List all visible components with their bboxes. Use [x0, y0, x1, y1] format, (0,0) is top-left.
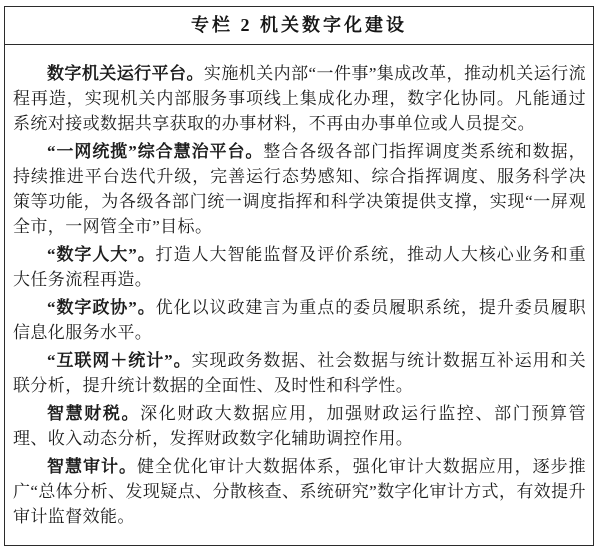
paragraph-lead: “数字人大”。: [47, 245, 156, 264]
paragraph: [13, 401, 586, 451]
paragraph: [13, 242, 586, 292]
paragraph-lead: 智慧财税。: [47, 404, 141, 423]
paragraph: [13, 61, 586, 136]
paragraph-text: 打造人大智能监督及评价系统，推动人大核心业务和重大任务流程再造。: [13, 245, 586, 289]
paragraph: [13, 348, 586, 398]
paragraph-lead: “数字政协”。: [47, 298, 156, 317]
paragraph: [13, 454, 586, 529]
paragraph-lead: 智慧审计。: [47, 457, 137, 476]
box-body: [5, 45, 593, 529]
paragraph-text: 实施机关内部“一件事”集成改革，推动机关运行流程再造，实现机关内部服务事项线上集成化办理，数字化协同。凡能通过系统对接或数据共享获取的办事材料，不再由办事单位或人员提交。: [13, 64, 586, 133]
feature-box: [4, 6, 594, 546]
paragraph-text: 整合各级各部门指挥调度类系统和数据，持续推进平台迭代升级，完善运行态势感知、综合指挥调度、服务科学决策等功能，为各级各部门统一调度指挥和科学决策提供支撑，实现“一屏观全市，一网管全市”目标。: [13, 142, 586, 236]
paragraph-lead: 数字机关运行平台。: [47, 64, 204, 83]
paragraph: [13, 295, 586, 345]
box-title: 专栏 2 机关数字化建设: [5, 7, 593, 45]
paragraph: [13, 139, 586, 239]
paragraph-lead: “一网统揽”综合慧治平台。: [47, 142, 264, 161]
paragraph-text: 深化财政大数据应用，加强财政运行监控、部门预算管理、收入动态分析，发挥财政数字化辅助调控作用。: [13, 404, 587, 448]
paragraph-text: 实现政务数据、社会数据与统计数据互补运用和关联分析，提升统计数据的全面性、及时性和科学性。: [13, 351, 586, 395]
paragraph-text: 优化以议政建言为重点的委员履职系统，提升委员履职信息化服务水平。: [13, 298, 586, 342]
paragraph-lead: “互联网＋统计”。: [47, 351, 192, 370]
paragraph-text: 健全优化审计大数据体系，强化审计大数据应用，逐步推广“总体分析、发现疑点、分散核查、系统研究”数字化审计方式，有效提升审计监督效能。: [13, 457, 587, 526]
